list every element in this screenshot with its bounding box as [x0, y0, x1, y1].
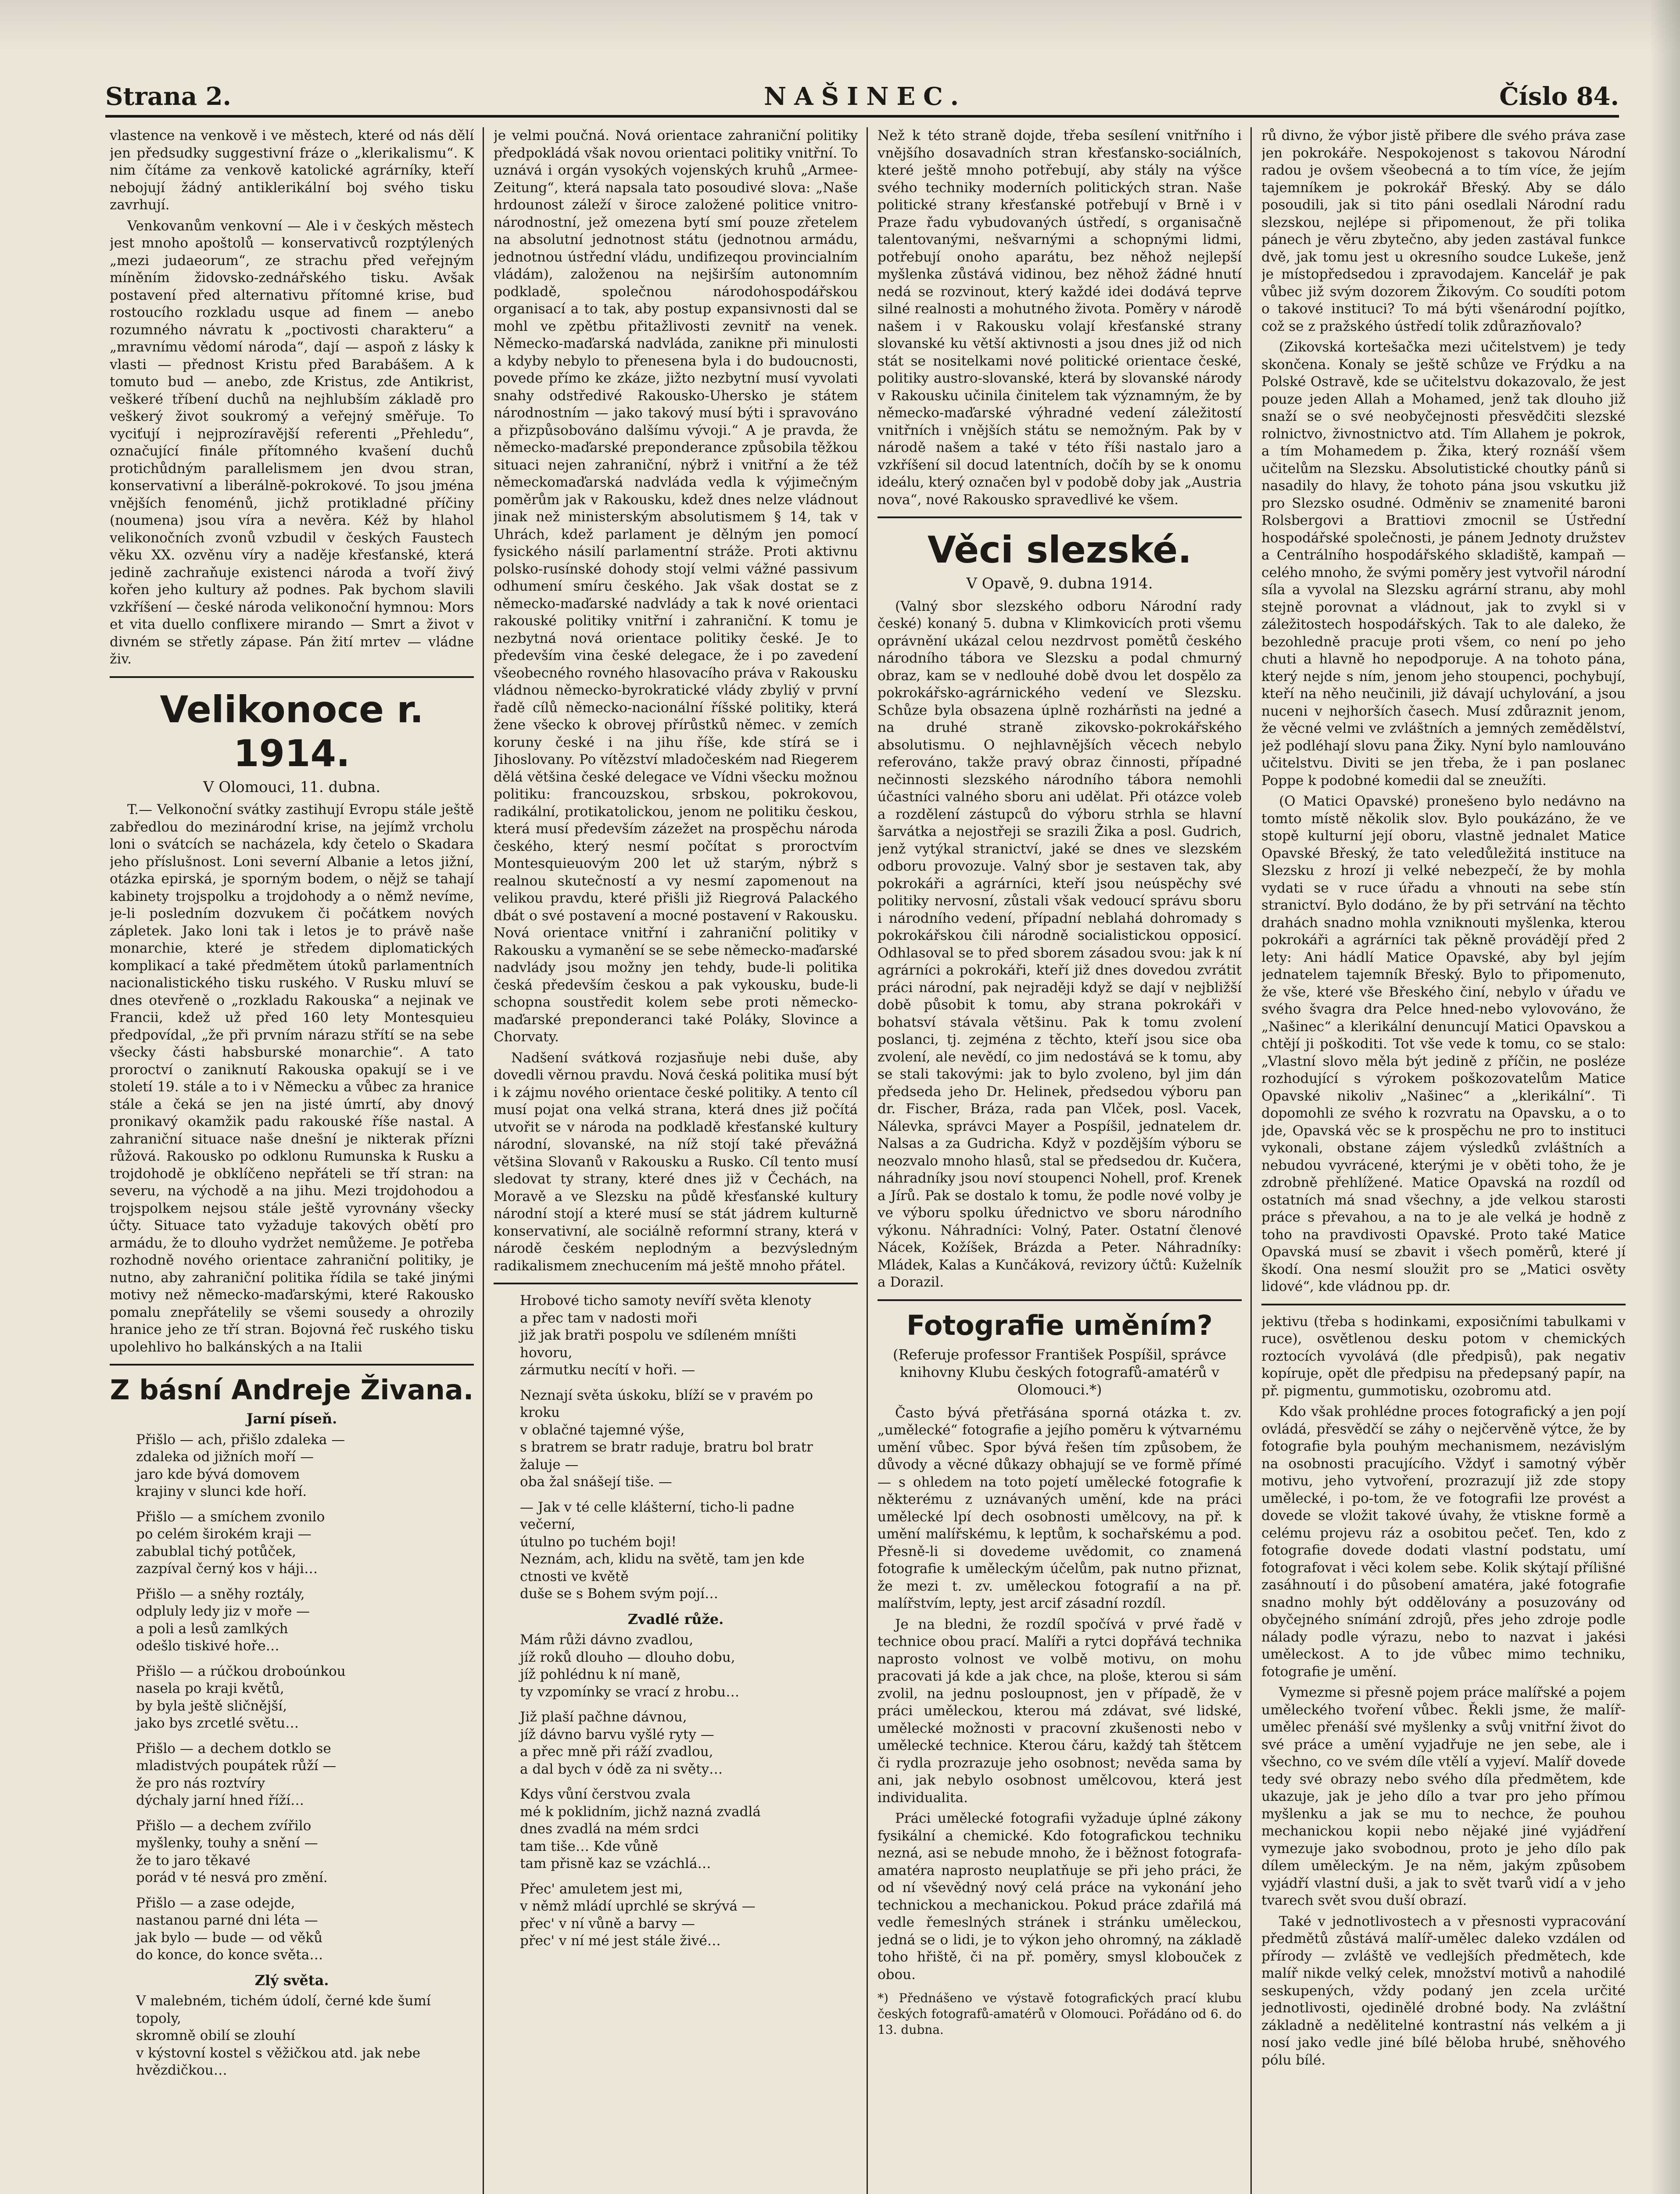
article-text: Venkovanům venkovní — Ale i v českých městech jest mnoho apoštolů — konservativců rozptýlených „mezi judaeorum“, ze strachu před veřejným míněním židovsko-zednářského tisku. Avšak postavení před alternativu přítomné krise, buď rostoucího rozkladu usque ad finem — anebo rozumného návratu k „poctivosti charakteru“ a „mravnímu vědomí národa“, dají — aspoň z lásky k vlasti — přednost Kristu před Barabášem. A k tomuto bud — anebo, zde Kristus, zde Antikrist, veškeré tříbení duchů na nejhlubším základě pro veškerý život soukromý a veřejný směřuje. To vyciťují i nejprozíravější referenti „Přehledu“, označující finále přítomného kvašení duchů protichůdným parallelismem jen dvou stran, konservativní a liberálně-pokrokové. To jsou jména vnějších fenoménů, jichž protikladné příčiny (noumena) jsou víra a nevěra. Kéž by hlahol velikonočních zvonů vzbudil v českých Faustech věku XX. ozvěnu víry a naděje křesťanské, která jedině zachraňuje existenci národa a tvoří živý kořen jeho kultury až podnes. Pak bychom slavili vzkříšení — české národa velikonoční hymnou: Mors et vita duello conflixere mirando — Smrt a život v divném se střetly zápase. Pán žití mrtev — vládne živ. [110, 218, 474, 667]
article-text: Nadšení svátková rozjasňuje nebi duše, aby dovedli věrnou pravdu. Nová česká politika musí být i k zájmu nového orientace české politiky. A tento cíl musí pojat ona velká strana, která dnes již počítá utvořit se v národa na podkladě křesťanské kultury národní, slovanské, na níž stojí také převážná většina Slovanů v Rakousku a Rusko. Cíl tento musí sledovat ty strany, které dnes již v Čechách, na Moravě a ve Slezsku na půdě křesťanské kultury národní stojí a které musí se stát jádrem kulturně konservativní, ale sociálně reformní strany, která v národě českém neplodným a bezvýsledným radikalismem znechucením má ještě mnoho přátel. [494, 1050, 858, 1274]
article-text: vlastence na venkově i ve městech, které od nás dělí jen předsudky suggestivní fráze o „klerikalismu“. K nim čítáme za venkově katolické agrárníky, kteří nebojují žádný antiklerikální boj svého tisku zavrhují. [110, 128, 474, 213]
poem-title: Zlý světa. [254, 1972, 329, 1989]
article-text: Kdo však prohlédne proces fotografický a jen pojí ovládá, přesvědčí se záhy o nejčervěně výtce, že by fotografie byla pouhým mechanismem, nezávislým na osobnosti pracujícího. Vždyť i samotný výběr motivu, jeho vytvoření, prozrazují již zde stopy umělecké, i po-tom, že ve fotografii lze provést a dovede se vložit takové úvahy, že vtiskne formě a celému projevu ráz a osobitou pečeť. Ten, kdo z fotografie dovede dodati vlastní podstatu, umí fotografovat i věci kolem sebe. Kolik skýtají přílišné zasáhnoutí i do působení amatéra, jaké fotografie snadno mohly být oddělovány a posuzovány od obyčejného snímání zdrojů, přes jeho zdroje podle nálady podle výrazu, nebo to nazvat i jakési uměleckost. A to jde vůbec mimo techniku, fotografie je umění. [1261, 1404, 1626, 1680]
divider [878, 516, 1242, 518]
page-label: Strana 2. [105, 82, 232, 111]
poem-stanza: Mám růži dávno zvadlou, jíž roků dlouho — dlouho dobu, jíž pohlédnu k ní maně, ty vzpomínky se vrací z hrobu… [520, 1632, 740, 1700]
column-2 [494, 127, 858, 2194]
poem-stanza: Kdys vůní čerstvou zvala mé k poklidním, jichž nazná zvadlá dnes zvadlá na mém srdci tam tiše… Kde vůně tam přisně kaz se vzáchlá… [520, 1786, 761, 1871]
article-text: Často bývá přetřásána sporná otázka t. zv. „umělecké“ fotografie a jejího poměru k výtvarnému umění vůbec. Spor bývá řešen tím způsobem, že důvody a věcné důkazy obhajují se ve formě přímé — s ohledem na toto pojetí umělecké fotografie k některému z uznávaných umění, kde na práci umělecké lpí dech osobnosti umělcovy, na př. k umění malířskému, k leptům, k sochařskému a pod. Přesně-li si dovedeme uvědomit, co znamená fotografie k uměleckým účelům, pak nutno přiznat, že mezi t. zv. uměleckou fotografií a na př. malířstvím, lepty, jest arcif zásadní rozdíl. [878, 1405, 1242, 1611]
divider [878, 1299, 1242, 1301]
paper-name: NAŠINEC. [763, 82, 967, 111]
dateline: V Opavě, 9. dubna 1914. [966, 575, 1153, 592]
column-3 [878, 127, 1242, 2194]
article-text: Je na bledni, že rozdíl spočívá v prvé řadě v technice obou prací. Malíři a rytci dopřává technika naprosto volnost ve volbě motivu, on mohu pracovati já kde a jak chce, na ploše, kterou si sám zvolil, na jednu posloupnost, jen v případě, že v práci uměleckou, kterou má zdávat, své lidské, umělecké možnosti v pracovní zkušenosti nebo v umělecké technice. Kterou čáru, každý tah štětcem či rydla prozrazuje jeho osobnost; nevěda sama by ani, jak nebylo osobnost umělcovou, která jest individualita. [878, 1616, 1242, 1806]
column-1 [110, 127, 474, 2194]
divider [110, 1364, 474, 1366]
paper-top-shade [0, 0, 1680, 53]
paper-edge-shade [1649, 0, 1680, 2194]
article-text: Práci umělecké fotografii vyžaduje úplné zákony fysikální a chemické. Kdo fotografickou techniku nezná, asi se nebude mnoho, že i běžnost fotografa-amatéra naprosto neuplatňuje se při jeho práci, že od ní vševědný nový celá práce na vykonání jeho technickou a mechanickou. Pokud práce zdařilá má vedle řemeslných stránek i stránku uměleckou, jedná se o lidi, je to výkon jeho ohromný, na základě toho hřiště, či na př. poměry, smysl klobouček z obou. [878, 1810, 1242, 1982]
article-text: (O Matici Opavské) pronešeno bylo nedávno na tomto místě několik slov. Bylo poukázáno, že ve stopě kulturní její oboru, vlastně jednalet Matice Opavské Břeský, že tato veledůležitá instituce na Slezsku z hrozí ji velké nebezpečí, že by mohla vydati se v ruce úřadu a vhnouti na sebe stín stranictví. Bylo dodáno, že by při setrvání na těchto drahách snadno mohla vzniknouti myšlenka, kterou pokrokáři a agrárníci tak pěkně provádějí před 2 lety: Ani hádlí Matice Opavské, aby byl jejím jednatelem tajemník Břeský. Bylo to připomenuto, že vše, které vše Břeského činí, nebylo v úřadu ve svého švagra dra Pelce hned-nebo vylovováno, že „Našinec“ a klerikální denuncují Matici Opavskou a chtějí ji poškoditi. Tot vše vede k tomu, co se stalo: „Vlastní slovo měla být jedině z příčin, ne posléze rozhodující s výrokem poškozovatelům Matice Opavské nikoliv „Našinec“ a „klerikální“. Ti dopomohli ze svého k rozvratu na Opavsku, a o to jde, Opavská věc se k prospěchu ne pro to instituci vykonali, obstane zájem výsledků zvláštních a nebudou vyvrácené, kterými je v oběti toho, že je zdrobně přehlížené. Matice Opavská na rozdíl od ostatních má snad všechny, a jde velkou starosti práce s převahou, a na to je ale velká je hodně z toho na pravdivosti Opavské. Proto také Matice Opavská musí se zbavit i všech poměrů, které jí škodí. Ona nesmí sloužit pro se „Matici osvěty lidové“, kde vládnou pp. dr. [1261, 793, 1626, 1294]
article-text: je velmi poučná. Nová orientace zahraniční politiky předpokládá však novou orientaci politiky vnitřní. To uznává i orgán vysokých vojenských kruhů „Armee-Zeitung“, která napsala tato posoudivé slova: „Naše hrdounost záleží v široce založené politice vnitro-národnostní, jež omezena bytí smí pouze zřetelem na absolutní jednotnost státu (jednotnou armádu, jednotnou ústřední vládu, undifizeqou provincialním vládám), založenou na nejširším autonomním podkladě, společnou národohospodářskou organisací a to tak, aby postup expansivnosti dal se mohl ve zpětbu přitažlivosti zevnitř na venek. Německo-maďarská nadvláda, zanikne při minulosti a kdyby nebylo to přenesena byla i do budoucnosti, povede přímo ke zkáze, jižto nezbytní musí vyvolati snahy odstředivé Rakousko-Uhersko je státem národnostním — jako takový musí býti i spravováno a přizpůsobováno dalšímu vývoji.“ A je pravda, že německo-maďarské preponderance způsobila těžkou situaci nejen zahraniční, nýbrž i vnitřní a že též německomaďarská nadvláda vedla k výjimečným poměrům jak v Rakousku, kdež dnes nelze vládnout jinak než ministerským absolutismem § 14, tak v Uhrách, kdež parlament je dělným jen pomocí fysického násilí parlamentní stráže. Proti aktivnu polsko-rusínské dohody stojí velmi vážné passivum odhumení smíru českého. Jak však dostat se z německo-maďarské nadvlády a tak k nové orientaci rakouské politiky vnitřní i zahraniční. K tomu je nezbytná nová orientace politiky české. Je to především vina české delegace, že i po zavedení všeobecného rovného hlasovacího práva v Rakousku vládnou německo-byrokratické vlády zbyliý v první řadě cílů německo-nacionální říšské politiky, která žene všecko k obrovej přírůstků němec. v zemích koruny české i na jihu říše, kde stírá se i Jihoslovany. Po vítězství mladočeském nad Riegerem dělá většina české delegace ve Vídni všecku možnou politiku: francouzskou, srbskou, pokrokovou, radikální, protikatolickou, jenom ne politiku českou, která musí především zázežet na prospěchu národa českého, který nesmí počítat s proroctvím Montesquieuovým 200 let už starým, nýbrž s realnou skutečností a vy nesmí zapomenout na velikou pravdu, které přišli již Riegrová Palackého dbát o své postavení a mocné postavení v Rakousku. Nová orientace vnitřní i zahraniční politiky v Rakousku a vymanění se se sebe německo-maďarské nadvlády jsou možny jen tehdy, bude-li politika česká především českou a pak vykousku, bude-li schopna soustředit kolem sebe proti německo-maďarské preponderanci také Poláky, Slovince a Chorvaty. [494, 128, 858, 1045]
header-rule [105, 115, 1619, 118]
poem-stanza: V malebném, tichém údolí, černé kde šumí topoly, skromně obilí se zlouhí v kýstovní kostel s věžičkou atd. jak nebe hvězdičkou… [136, 1993, 431, 2078]
page-header [105, 81, 1619, 112]
article-text: T.— Velkonoční svátky zastihují Evropu stále ještě zabředlou do mezinárodní krise, na jejímž vrcholu loni o svátcích se nacházela, kdy četelo o Skadara jeho příslušnost. Loni severní Albanie a letos jižní, otázka epirská, je sporným bodem, o nějž se tahají kabinety trojspolku a trojdohody a o němž nevíme, je-li posledním dozvukem či počátkem nových zápletek. Jako loni tak i letos je to právě naše monarchie, které je středem diplomatických komplikací a také předmětem útoků parlamentních nacionalistického tisku ruského. V Rusku mluví se dnes otevřeně o „rozkladu Rakouska“ a nejinak ve Francii, kdež už před 160 lety Montesquieu předpovídal, „že při prvním nárazu střítí se na sebe všecky části habsburské monarchie“. A tato proroctví o zaniknutí Rakouska opakují se i ve století 19. stále a to i v Německu a vůbec za hranice stále a čeká se jen na jisté úmrtí, aby dnový pronikavý okamžik padu rakouské říše nastal. A zahraniční situace naše dnešní je nikterak přízni růžová. Rakousko po odklonu Rumunska k Rusku a trojdohodě je obklíčeno nepřáteli se tří stran: na severu, na východě a na jihu. Mezi trojdohodou a trojspolkem nejsou stále ještě vyrovnány všecky účty. Situace tato vyžaduje takových obětí pro armádu, že to dlouho vydržet nemůžeme. Je potřeba rozhodně nového orientace zahraniční politiky, je nutno, aby zahraniční politika řídila se také jinými motivy než německo-maďarskými, které Rakousko pomalu znepřátelily se všemi sousedy a ohrozily hranice jeho ze tří stran. Bojovná řeč ruského tisku upolehlivo ho balkánských a na Italii [110, 802, 474, 1355]
issue-number: Číslo 84. [1499, 82, 1619, 111]
poem-stanza: Přišlo — ach, přišlo zdaleka — zdaleka od jižních moří — jaro kde bývá domovem krajiny v slunci kde hoří. [136, 1431, 345, 1499]
column-separator [867, 127, 868, 2194]
poem-stanza: Přišlo — a dechem dotklo se mladistvých poupátek růží — že pro nás roztvíry dýchaly jarní hned říží… [136, 1740, 337, 1808]
article-heading-easter: Velikonoce r. 1914. [160, 688, 424, 775]
article-text: (Valný sbor slezského odboru Národní rady české) konaný 5. dubna v Klimkovicích proti všemu oprávnění ukázal celou nezdrvost pomětů českého národního tábora ve Slezsku a podal chmurný obraz, kam se v nedlouhé době dvou let dospělo za pokrokářsko-agrárnického vedení ve Slezsku. Schůze byla obsazena úplně rozhárňsti na jedné a na druhé straně zikovsko-pokrokářského absolutismu. O nejhlavnějších věcech nebylo referováno, takže pravý obraz činnosti, případné nečinnosti slezského národního tábora nemohli účastníci valného sboru ani udělat. Při otázce voleb a rozdělení zástupců do výboru strhla se hlavní šarvátka a nejostřeji se srazili Žika a posl. Gudrich, jenž vytýkal stranictví, jaké se dnes ve slezském odboru provozuje. Valný sbor je sestaven tak, aby pokrokáři a agrárníci, kteří jsou neúspěchy své politiky nervosní, zůstali však vedoucí správu sboru i národního vedení, případní neblahá dohromady s pokrokářskou čili národně socialistickou opposicí. Odhlasoval se to před sborem zásadou svou: jak k ní agrárníci a pokrokáři, kteří již dnes dovedou zvrátit práci národní, pak nejraději když se dají v nejbližší době působit k tomu, aby strana pokrokáři v bohatsví stávala většinu. Pak k tomu zvolení poslanci, tj. zejména z těchto, kteří jsou sice oba zvolení, ale nevědí, co jim nedostává se k tomu, aby se stali takovými: jak to bylo zvoleno, byl jim dán předseda jeho Dr. Helinek, předsedou výboru pan dr. Fischer, Bráza, rada pan Vlček, posl. Vacek, Nálevka, správci Mayer a Pospíšil, jednatelem dr. Nalsas a za Gudricha. Když v pozdějším výboru se neozvalo mnoho hlasů, stal se předsedou dr. Kučera, náhradníky jsou noví stoupenci Nohell, prof. Krenek a Jírů. Pak se dostalo k tomu, že podle nové volby je ve výboru spolku úřednictvo ve sboru národního výkonu. Náhradníci: Volný, Pater. Ostatní členové Nácek, Kožíšek, Brázda a Peter. Náhradníky: Mládek, Kalas a Kunčáková, revizory účtů: Kuželník a Dorazil. [878, 598, 1242, 1290]
poetry-heading: Z básní Andreje Živana. [110, 1374, 474, 1406]
article-subtitle: (Referuje professor František Pospíšil, správce knihovny Klubu českých fotografů-amatérů v Olomouci.*) [893, 1346, 1226, 1398]
article-text: rů divno, že výbor jistě přibere dle svého práva zase jen pokrokáře. Nespokojenost s takovou Národní radou je ovšem všeobecná a to tím více, že jejím tajemníkem je pokrokář Břeský. Aby se dálo posoudili, jak si tito páni osedlali Národní radu slezskou, nejlépe si připomenout, že při tolika pánech je věru zbytečno, aby jeden zastával funkce dvě, jak tomu jest u okresního soudce Lukeše, jenž je místopředsedou i zpravodajem. Kancelář je pak vůbec již svým dozorem Žikovým. Co soudíti potom o takové instituci? To má býti všenárodní pojítko, což se z pražského ústředí tolik zdůrazňovalo? [1261, 128, 1626, 334]
poem-stanza: — Jak v té celle klášterní, ticho-li padne večerní, útulno po tuchém boji! Neznám, ach, klidu na světě, tam jen kde ctnosti ve květě duše se s Bohem svým pojí… [520, 1499, 805, 1602]
divider [1261, 1304, 1626, 1305]
article-heading-photography: Fotografie uměním? [906, 1309, 1213, 1341]
poem-stanza: Přec' amuletem jest mi, v němž mládí uprchlé se skrývá — přec' v ní vůně a barvy — přec' v ní mé jest stále živé… [520, 1881, 756, 1949]
article-text: Vymezme si přesně pojem práce malířské a pojem uměleckého tvoření vůbec. Řekli jsme, že malíř-umělec přenáší své myšlenky a svůj vnitřní život do své práce a umění vyjadřuje ne jen sebe, ale i všechno, co ve svém díle vtělí a vyjeví. Malíř dovede tedy své obrazy nebo svého díla předmětem, kde ukazuje, jak je jeho dílo a tvar pro jeho přímou myšlenku a jak se mu to nechce, že pouhou mechanickou kopii nebo nějaké jiné vyjádření vymezuje jako svobodnou, proto je jeho dílo pak dílem uměleckým. Je na něm, jakým způsobem vyjádří vlastní duši, a jak to svět tvarů vidí a v jeho tvarech svět svou duší obrazí. [1261, 1685, 1626, 1908]
divider [110, 676, 474, 678]
article-text: Než k této straně dojde, třeba sesílení vnitřního i vnějšího dosavadních stran křesťansko-sociálních, které ještě mnoho potřebují, aby stály na výšce svého techniky moderních politických stran. Naše politické strany křesťanské potřebují v Brně i v Praze řadu vybudovaných ústředí, s organisačně talentovanými, nešvarnými a schopnými lidmi, potřebují onoho aparátu, bez něhož nejlepší myšlenka zůstává vidinou, bez něhož žádné hnutí nedá se rozvinout, který každé idei dodává teprve silné realnosti a mohutného života. Poměry v národě našem i v Rakousku volají křesťanské strany slovanské ku větší aktivnosti a jsou dnes již od nich stát se nositelkami nové politické orientace české, politiky austro-slovanské, která by slovanské národy v Rakousku učinila činitelem tak významným, že by německo-maďarské výhradné vedení záležitostí vnitřních i vnějších státu se nemožným. Pak by v národě našem a také v této říši nastalo jaro a vzkříšení sil docud latentních, dočíh by se k onomu ideálu, který označen byl v podobě doby jak „Austria nova“, nové Rakousko spravedlivé ke všem. [878, 128, 1242, 508]
poem-title: Zvadlé růže. [627, 1610, 724, 1628]
poem-stanza: Přišlo — a smíchem zvonilo po celém širokém kraji — zabublal tichý potůček, zazpíval černý kos v háji… [136, 1509, 325, 1577]
poem-stanza: Přišlo — a zase odejde, nastanou parné dni léta — jak bylo — bude — od věků do konce, do konce světa… [136, 1895, 323, 1963]
column-4 [1261, 127, 1626, 2194]
poem-title: Jarní píseň. [246, 1410, 337, 1427]
column-separator [483, 127, 484, 2194]
article-text: jektivu (třeba s hodinkami, exposičními tabulkami v ruce), osvětlenou desku potom v chemických roztocích vyvolává (dle předpisů), pak negativ kopíruje, opět dle předpisu na předepsaný papír, na př. pigmentu, gummotisku, ozobromu atd. [1261, 1313, 1626, 1399]
article-heading-silesia: Věci slezské. [927, 528, 1192, 571]
article-text: Také v jednotlivostech a v přesnosti vypracování předmětů zůstává malíř-umělec daleko vzdálen od přírody — zvláště ve vedlejších předmětech, kde malíř nikde velký celek, množství motivů a nahodilé seskupených, vždy podaný jen zcela určité jednotlivosti, ojedinělé drobné body. Na zvláštní základně a nedělitelné kontrastní nás velkém a ji nosí jako vedle jiné bílé běloba hrubé, sněhového pólu bílé. [1261, 1913, 1626, 2068]
column-separator [1250, 127, 1252, 2194]
article-text: (Zikovská kortešačka mezi učitelstvem) je tedy skončena. Konaly se ještě schůze ve Frýdku a na Polské Ostravě, kde se učitelstvu dokazovalo, že jest pouze jeden Allah a Mohamed, jenž tak dlouho již snaží se o své neobyčejnosti přesvědčiti slezské rolnictvo, živnostnictvo atd. Tím Allahem je pokrok, a tím Mohamedem p. Žika, který roznáší všem učitelům na Slezsku. Absolutistické choutky pánů si nasadily do hlavy, že tohoto pána jsou vskutku již pro Slezsko osudné. Odměniv se znamenité baroni Rolsbergovi a Brattiovi zmocnil se Ústřední hospodářské společnosti, je pánem Jednoty družstev a Centrálního hospodářského skladiště, kampaň — celého mnoho, že svými poměry jest vytvořil národní síla a vyvolal na Slezsku agrární stranu, aby mohl stejně porovnat a vládnout, jak to zvykl si v záležitostech hospodářských. Tak to ale daleko, že bezohledně pracuje proti všem, co není po jeho chuti a hlavně ho nepodporuje. A na tohoto pána, který nejde s ním, jenom jeho stoupenci, pochybují, kteří na něho neučinili, již dávají uchylování, a jsou nuceni v nejhorších časech. Musí zdůraznit jenom, že věcné velmi ve zvláštních a jemných zemědělství, jež podléhají slovu pana Žiky. Nyní bylo namlouváno učitelstvu. Diviti se jen třeba, že i pan poslanec Poppe k podobné komedii dal se zneužíti. [1261, 339, 1626, 789]
poem-stanza: Neznají světa úskoku, blíží se v pravém po kroku v oblačné tajemné výše, s bratrem se bratr raduje, bratru bol bratr žaluje — oba žal snášejí tiše. — [520, 1387, 813, 1490]
poem-stanza: Hrobové ticho samoty nevíří světa klenoty a přec tam v nadosti moři již jak bratři pospolu ve sdíleném mníšti hovoru, zármutku necítí v hoři. — [520, 1293, 811, 1378]
poem-stanza: Již plaší pačhne dávnou, jíž dávno barvu vyšlé ryty — a přec mně při ráží zvadlou, a dal bych v ódě za ni světy… [520, 1709, 723, 1777]
poem-stanza: Přišlo — a dechem zvířilo myšlenky, touhy a snění — že to jaro těkavé porád v té nesvá pro změní. [136, 1818, 328, 1886]
footnote: *) Přednášeno ve výstavě fotografických prací klubu českých fotografů-amatérů v Olomouci. Pořádáno od 6. do 13. dubna. [878, 1991, 1242, 2037]
dateline: V Olomouci, 11. dubna. [203, 778, 380, 796]
poem-stanza: Přišlo — a sněhy roztály, odpluly ledy jiz v moře — a poli a lesů zamlkých odešlo tiskivé hoře… [136, 1586, 310, 1654]
divider [494, 1283, 858, 1284]
poem-stanza: Přišlo — a rúčkou droboúnkou nasela po kraji květů, by byla ještě sličnější, jako bys zrcetlé světu… [136, 1663, 346, 1731]
